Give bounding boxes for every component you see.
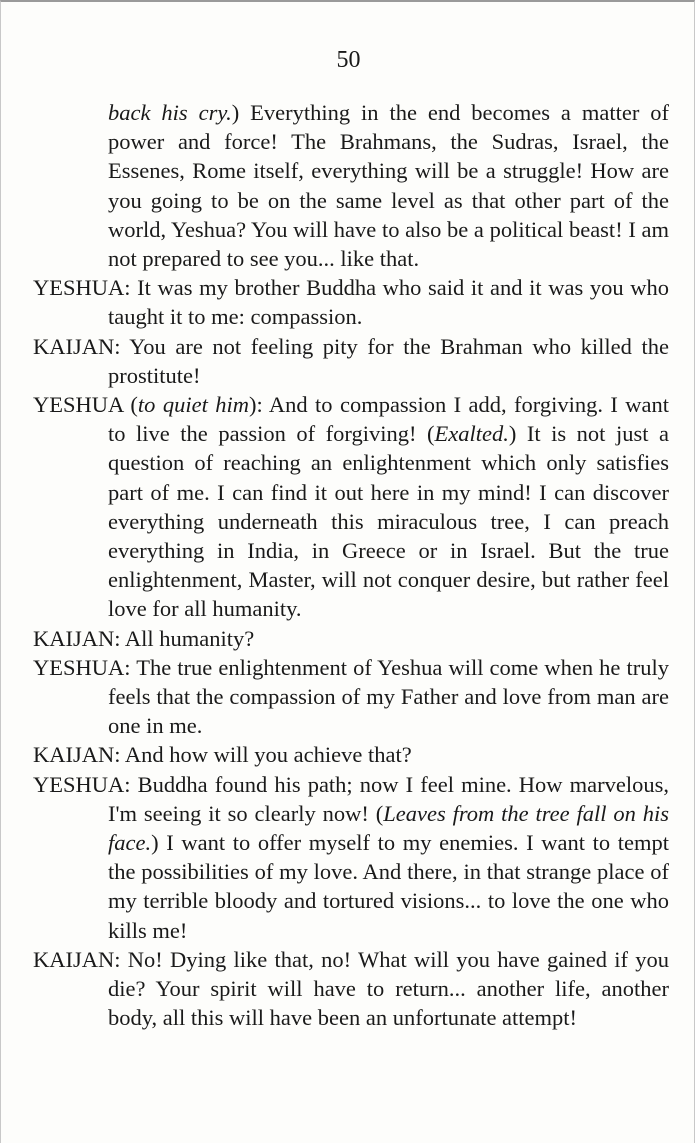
dialogue-text: ) It is not just a question of reaching an enlightenment which only satisfies part of me. I can find it out here in my mind! I can discover everything underneath this miraculous tree, I can preach everything in India, in Greece or in Israel. But the true enlightenment, Master, will not conquer desire, but rather feel love for all humanity. <box>108 421 669 622</box>
speaker-name: YESHUA: <box>33 771 131 797</box>
speaker-name: KAIJAN: <box>33 946 121 972</box>
dialogue-text: And how will you achieve that? <box>120 742 412 768</box>
dialogue-paragraph <box>33 653 669 741</box>
dialogue-paragraph <box>33 740 669 769</box>
speaker-name: KAIJAN: <box>33 625 121 651</box>
speaker-name: KAIJAN: <box>33 333 121 359</box>
dialogue-text: ( <box>123 392 138 418</box>
stage-direction: Exalted. <box>434 421 509 447</box>
dialogue-paragraph <box>33 770 669 945</box>
speaker-name: KAIJAN: <box>33 742 121 768</box>
dialogue-text: The true enlightenment of Yeshua will come when he truly feels that the compassion of my Father and love from man are one in me. <box>108 654 669 739</box>
continuation-paragraph <box>33 98 669 273</box>
dialogue-text: Buddha found his path; now I feel mine. How marvelous, I'm seeing it so clearly now! ( <box>108 771 669 826</box>
body-text <box>33 98 669 1033</box>
dialogue-text: All humanity? <box>120 625 255 651</box>
dialogue-text: ) Everything in the end becomes a matter of power and force! The Brahmans, the Sudras, Israel, the Essenes, Rome itself, everything will be a struggle! How are you going to be on the same level as that other part of the world, Yeshua? You will have to also be a political beast! I am not prepared to see you... like that. <box>108 100 669 272</box>
dialogue-paragraph <box>33 945 669 1033</box>
dialogue-paragraph <box>33 390 669 624</box>
stage-direction: Leaves from the tree fall on his face. <box>108 800 669 856</box>
stage-direction: to quiet him <box>137 392 249 418</box>
dialogue-text: No! Dying like that, no! What will you have gained if you die? Your spirit will have to return... another life, another body, all this will have been an unfortunate attempt! <box>108 946 669 1031</box>
dialogue-paragraph <box>33 273 669 331</box>
page-number: 50 <box>336 47 361 73</box>
speaker-name: YESHUA <box>33 392 124 418</box>
dialogue-text: You are not feeling pity for the Brahman who killed the prostitute! <box>108 333 669 388</box>
speaker-name: YESHUA: <box>33 654 131 680</box>
stage-direction: back his cry. <box>108 100 232 125</box>
dialogue-text: ) I want to offer myself to my enemies. I want to tempt the possibilities of my love. And there, in that strange place of my terrible bloody and tortured visions... to love the one who kills me! <box>108 830 669 943</box>
dialogue-paragraph <box>33 332 669 390</box>
dialogue-text: It was my brother Buddha who said it and it was you who taught it to me: compassion. <box>108 275 669 330</box>
dialogue-paragraph <box>33 624 669 653</box>
speaker-name: YESHUA: <box>33 275 131 301</box>
dialogue-text: ): And to compassion I add, forgiving. I want to live the passion of forgiving! ( <box>108 392 670 447</box>
